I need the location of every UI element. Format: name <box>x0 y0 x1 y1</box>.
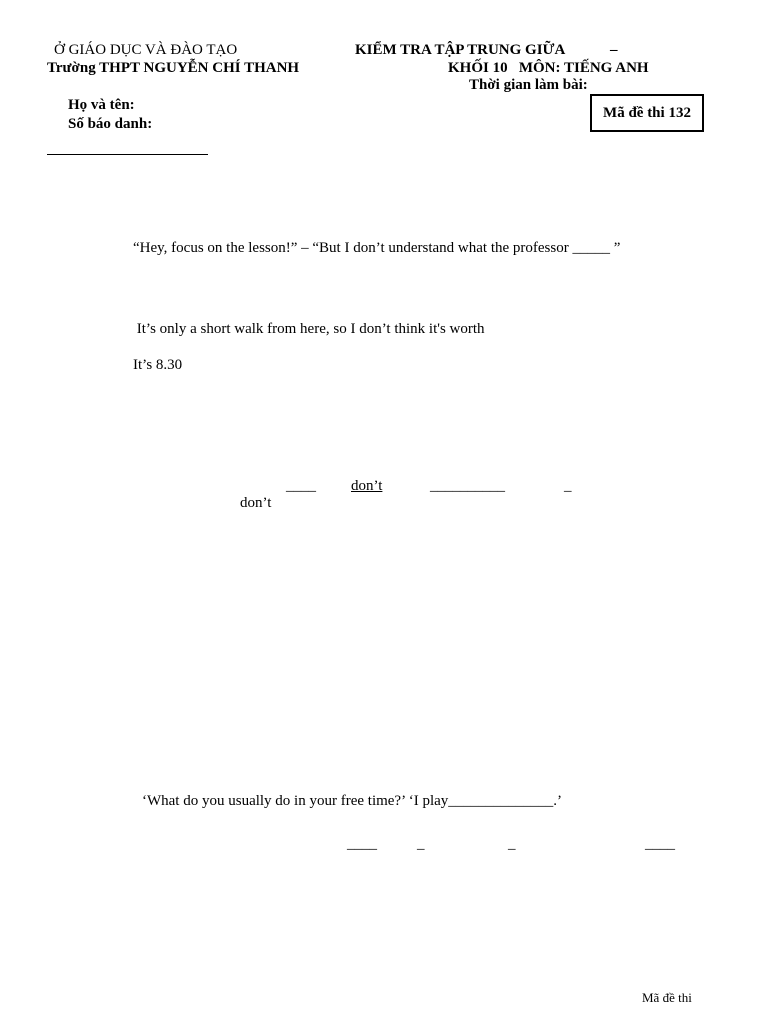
title-dash: – <box>610 42 618 58</box>
footer-exam-code: Mã đề thi <box>642 990 692 1005</box>
answer-blank: _ <box>508 836 516 852</box>
exam-title: KIỂM TRA TẬP TRUNG GIỮA <box>355 42 566 58</box>
exam-code: Mã đề thi 132 <box>603 104 691 121</box>
student-name-label: Họ và tên: <box>68 97 135 113</box>
question-text: It’s only a short walk from here, so I don’t think it's worth <box>133 321 485 337</box>
answer-word: don’t <box>240 495 272 511</box>
question-text: “Hey, focus on the lesson!” – “But I don’t understand what the professor _____ ” <box>133 240 621 256</box>
student-id-label: Số báo danh: <box>68 116 153 132</box>
answer-blank: ____ <box>347 836 377 852</box>
school-name: Trường THPT NGUYỄN CHÍ THANH <box>47 60 300 76</box>
answer-blank: __________ <box>430 478 505 494</box>
time-label: Thời gian làm bài: <box>469 77 588 93</box>
header-divider <box>47 154 208 155</box>
exam-code-box <box>590 94 704 132</box>
answer-word: don’t <box>351 478 383 494</box>
answer-blank: _ <box>564 478 572 494</box>
question-text: It’s 8.30 <box>133 357 183 373</box>
question-text: ‘What do you usually do in your free time?’ ‘I play______________.’ <box>142 793 563 809</box>
department-name: Ở GIÁO DỤC VÀ ĐÀO TẠO <box>54 42 238 58</box>
answer-blank: _ <box>417 836 425 852</box>
grade-subject: KHỐI 10 MÔN: TIẾNG ANH <box>448 60 649 76</box>
answer-blank: ____ <box>286 478 316 494</box>
answer-blank: ____ <box>645 836 675 852</box>
